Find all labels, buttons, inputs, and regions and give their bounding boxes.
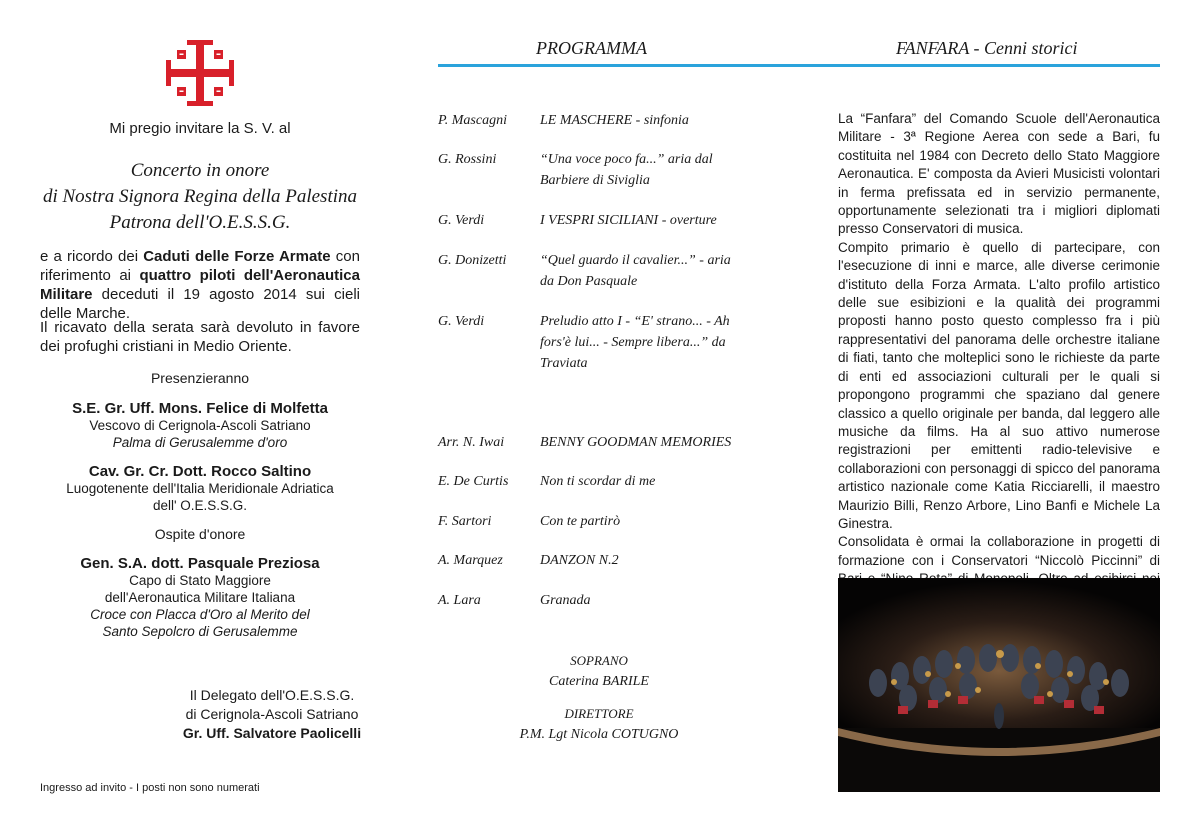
- direttore-name: P.M. Lgt Nicola COTUGNO: [519, 727, 679, 742]
- composer: Arr. N. Iwai: [438, 435, 505, 450]
- direttore-block: [438, 703, 760, 745]
- composer: E. De Curtis: [438, 474, 509, 489]
- presenzieranno-label: Presenzieranno: [150, 370, 250, 386]
- composer: G. Donizetti: [438, 253, 507, 268]
- delegato-line: di Cerignola-Ascoli Satriano: [185, 706, 359, 722]
- composer: G. Rossini: [438, 152, 497, 167]
- guest-title: Luogotenente dell'Italia Meridionale Adriatica: [66, 481, 334, 496]
- ospite-label: Ospite d'onore: [154, 526, 246, 542]
- ricavato-paragraph: Il ricavato della serata sarà devoluto in favore dei profughi cristiani in Medio Oriente.: [40, 319, 360, 355]
- guest-block: [0, 400, 400, 451]
- concert-title: [0, 158, 400, 236]
- invite-line: Mi pregio invitare la S. V. al: [109, 120, 291, 137]
- work-title: DANZON N.2: [540, 553, 619, 568]
- header-divider: [438, 64, 1160, 67]
- concert-title-line: Patrona dell'O.E.S.S.G.: [109, 212, 291, 233]
- programma-heading: PROGRAMMA: [536, 38, 647, 58]
- delegato-signature: [150, 686, 394, 743]
- soprano-name: Caterina BARILE: [549, 674, 649, 689]
- work-title: “Una voce poco fa...” aria dal Barbiere di Siviglia: [540, 152, 713, 188]
- composer: P. Mascagni: [438, 113, 507, 128]
- guest-title: Capo di Stato Maggiore: [129, 573, 271, 588]
- bold-text: quattro piloti dell'Aeronautica Militare: [40, 267, 360, 303]
- work-title: I VESPRI SICILIANI - overture: [540, 213, 717, 228]
- work-title: LE MASCHERE - sinfonia: [540, 113, 689, 128]
- fanfara-paragraph: Consolidata è ormai la collaborazione in progetti di formazione con i Conservatori “Niccolò Piccinni” di: [838, 534, 1160, 568]
- soprano-label: SOPRANO: [570, 653, 628, 668]
- work-title: Con te partirò: [540, 514, 621, 529]
- guest-title: Vescovo di Cerignola-Ascoli Satriano: [89, 418, 311, 433]
- fanfara-text: [838, 110, 1160, 625]
- guest-block: [0, 555, 400, 640]
- ingresso-note: Ingresso ad invito - I posti non sono numerati: [40, 782, 260, 794]
- guest-title: dell' O.E.S.S.G.: [152, 498, 248, 513]
- composer: F. Sartori: [438, 514, 492, 529]
- guest-name: Cav. Gr. Cr. Dott. Rocco Saltino: [88, 463, 312, 480]
- delegato-name: Gr. Uff. Salvatore Paolicelli: [182, 725, 362, 741]
- jerusalem-cross-icon: [166, 40, 234, 106]
- composer: A. Marquez: [438, 553, 503, 568]
- delegato-line: Il Delegato dell'O.E.S.S.G.: [189, 687, 355, 703]
- composer: G. Verdi: [438, 314, 485, 329]
- work-title: Non ti scordar di me: [540, 474, 656, 489]
- text: deceduti il 19 agosto 2014 sui cieli delle Marche.: [40, 286, 360, 322]
- work-title: “Quel guardo il cavalier...” - aria da Don Pasquale: [540, 253, 731, 289]
- guest-honor: Palma di Gerusalemme d'oro: [112, 435, 288, 450]
- fanfara-heading: FANFARA - Cenni storici: [896, 38, 1078, 58]
- bold-text: Caduti delle Forze Armate: [143, 248, 331, 265]
- guest-title: dell'Aeronautica Militare Italiana: [104, 590, 296, 605]
- text: e a ricordo dei: [40, 248, 144, 265]
- guest-name: Gen. S.A. dott. Pasquale Preziosa: [80, 555, 320, 572]
- concert-title-line: Concerto in onore: [130, 160, 270, 181]
- guest-honor: Croce con Placca d'Oro al Merito del: [90, 607, 310, 622]
- ricordo-paragraph: [40, 247, 360, 323]
- guest-block: [0, 463, 400, 514]
- fanfara-paragraph: La “Fanfara” del Comando Scuole dell'Aeronautica Militare - 3ª Regione Aerea con sede a Bari, fu costituita nel 1984 con Decreto dello Stato Maggiore Aeronautica. E' composta da Avieri Musicisti volontari in ferma prefissata ed in servizio permanente, opportunamente selezionati tra i migliori diplomati presso Conservatori di musica.: [838, 111, 1160, 237]
- concert-title-line: di Nostra Signora Regina della Palestina: [42, 186, 358, 207]
- guest-name: S.E. Gr. Uff. Mons. Felice di Molfetta: [72, 400, 328, 417]
- text: con riferimento ai: [40, 248, 360, 284]
- work-title: Preludio atto I - “E' strano... - Ah fors'è lui... - Sempre libera...” da Traviata: [540, 314, 730, 371]
- fanfara-paragraph: Compito primario è quello di partecipare, con l'esecuzione di inni e marce, alle diverse cerimonie d'istituto della Forza Armata. L'alto profilo artistico delle sue esibizioni e la qualità dei programmi proposti hanno posto questo complesso fra i più rappresentativi del panorama delle orchestre italiane di fiati, tanto che molteplici sono le richieste da parte di enti ed associazioni culturali per le quali si propongono programmi che spaziano dal genere classico a quello originale per banda, dal leggero alle musiche da films. Ha al suo attivo numerose registrazioni per emittenti radio-televisive e collaborazioni con personaggi di spicco del panorama artistico nazionale come Katia Ricciarelli, il maestro Maurizio Billi, Renzo Arbore, Lino Banfi e Michele La Ginestra.: [838, 239, 1160, 531]
- work-title: Granada: [540, 593, 591, 608]
- guest-honor: Santo Sepolcro di Gerusalemme: [102, 624, 298, 639]
- composer: G. Verdi: [438, 213, 485, 228]
- invitation-panel: [0, 0, 400, 840]
- direttore-label: DIRETTORE: [564, 706, 634, 721]
- composer: A. Lara: [438, 593, 481, 608]
- work-title: BENNY GOODMAN MEMORIES: [540, 435, 732, 450]
- band-photo: [838, 578, 1160, 792]
- soprano-block: [438, 650, 760, 692]
